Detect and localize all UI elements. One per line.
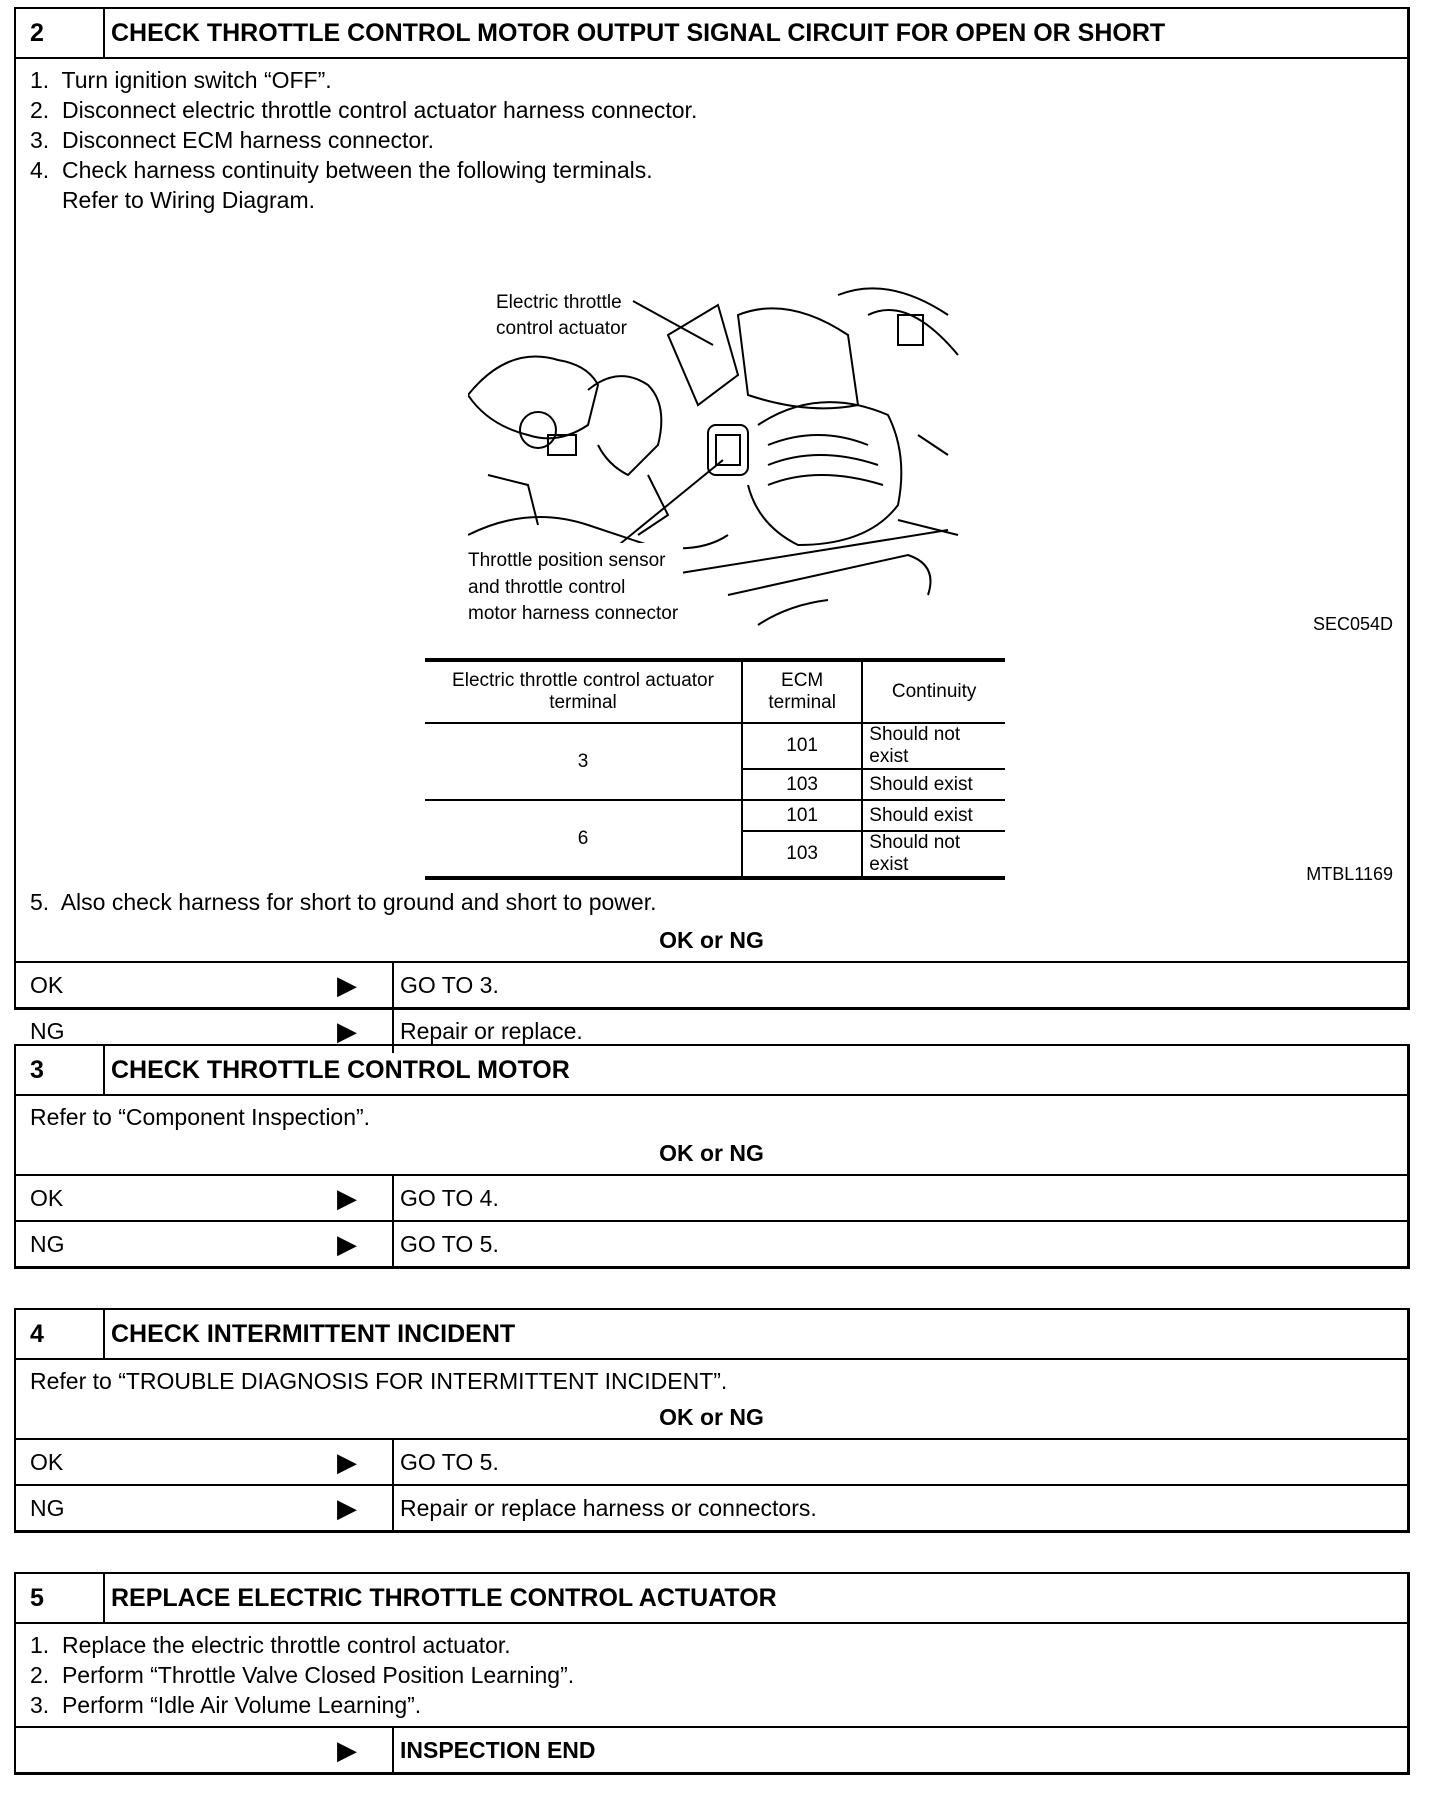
instruction: 1. Turn ignition switch “OFF”.: [30, 67, 332, 93]
figure-label: Electric throttle: [496, 292, 622, 313]
figure-label: and throttle control: [468, 577, 626, 598]
ecm-terminal: 103: [742, 831, 862, 878]
continuity: Should exist: [862, 769, 1005, 800]
step-5-box: [14, 1572, 1410, 1775]
table-ref-code: MTBL1169: [1306, 864, 1393, 884]
step-3-box: [14, 1044, 1410, 1269]
result-action: GO TO 3.: [400, 971, 499, 998]
result-action: Repair or replace harness or connectors.: [400, 1494, 817, 1521]
arrow-icon: ▶: [337, 1446, 357, 1477]
step-number: 5: [16, 1574, 105, 1622]
figure-ref-code: SEC054D: [1312, 614, 1393, 634]
step-4-box: [14, 1308, 1410, 1533]
arrow-icon: ▶: [337, 1492, 357, 1523]
instruction: 5. Also check harness for short to ground and short to power.: [30, 889, 657, 915]
arrow-icon: ▶: [337, 1734, 357, 1765]
result-row-ok: [16, 961, 1407, 1007]
arrow-icon: ▶: [337, 1015, 357, 1046]
figure-label: motor harness connector: [468, 603, 679, 624]
result-row-ok: [16, 1174, 1407, 1220]
arrow-icon: ▶: [337, 1228, 357, 1259]
figure-label: control actuator: [496, 318, 627, 339]
result-label: OK: [30, 1448, 64, 1475]
throttle-actuator-illustration: [468, 275, 978, 630]
ok-or-ng-label: OK or NG: [659, 1404, 764, 1430]
instruction: Refer to “Component Inspection”.: [30, 1104, 371, 1130]
result-action: GO TO 5.: [400, 1448, 499, 1475]
result-row-ok: [16, 1438, 1407, 1484]
ecm-terminal: 101: [742, 723, 862, 769]
result-label: NG: [30, 1230, 65, 1257]
continuity-table: [425, 658, 1005, 880]
instruction: Refer to “TROUBLE DIAGNOSIS FOR INTERMITTENT INCIDENT”.: [30, 1368, 728, 1394]
step-title: REPLACE ELECTRIC THROTTLE CONTROL ACTUATOR: [111, 1583, 777, 1612]
step-number: 3: [16, 1046, 105, 1094]
step-title: CHECK INTERMITTENT INCIDENT: [111, 1319, 516, 1348]
result-row-ng: [16, 1220, 1407, 1266]
step-title: CHECK THROTTLE CONTROL MOTOR: [111, 1055, 570, 1084]
result-action: GO TO 5.: [400, 1230, 499, 1257]
step-number: 4: [16, 1310, 105, 1358]
instruction: 1. Replace the electric throttle control actuator.: [30, 1632, 511, 1658]
result-action: GO TO 4.: [400, 1184, 499, 1211]
continuity: Should not exist: [862, 831, 1005, 878]
continuity: Should exist: [862, 800, 1005, 831]
instruction: Refer to Wiring Diagram.: [30, 187, 316, 213]
result-row-end: [16, 1726, 1407, 1772]
table-header: ECM terminal: [742, 660, 862, 723]
table-header: Continuity: [862, 660, 1005, 723]
step-number: 2: [16, 9, 105, 57]
step-title: CHECK THROTTLE CONTROL MOTOR OUTPUT SIGNAL CIRCUIT FOR OPEN OR SHORT: [111, 18, 1166, 47]
instruction: 2. Disconnect electric throttle control actuator harness connector.: [30, 97, 698, 123]
result-label: NG: [30, 1017, 65, 1044]
result-label: OK: [30, 971, 64, 998]
result-row-ng: [16, 1484, 1407, 1530]
actuator-terminal: 3: [425, 723, 742, 800]
result-action: INSPECTION END: [400, 1736, 596, 1763]
instruction: 3. Disconnect ECM harness connector.: [30, 127, 434, 153]
arrow-icon: ▶: [337, 1182, 357, 1213]
step-header: [16, 9, 1407, 59]
ecm-terminal: 103: [742, 769, 862, 800]
table-row: [425, 800, 1005, 831]
actuator-terminal: 6: [425, 800, 742, 878]
ecm-terminal: 101: [742, 800, 862, 831]
figure-label: Throttle position sensor: [468, 550, 666, 571]
table-row: [425, 723, 1005, 769]
continuity: Should not exist: [862, 723, 1005, 769]
result-label: NG: [30, 1494, 65, 1521]
table-header: Electric throttle control actuator terminal: [425, 660, 742, 723]
step-2-box: [14, 7, 1410, 1046]
result-label: OK: [30, 1184, 64, 1211]
ok-or-ng-label: OK or NG: [659, 927, 764, 953]
instruction: 4. Check harness continuity between the following terminals.: [30, 157, 653, 183]
arrow-icon: ▶: [337, 969, 357, 1000]
instruction: 3. Perform “Idle Air Volume Learning”.: [30, 1692, 422, 1718]
result-action: Repair or replace.: [400, 1017, 583, 1044]
instruction: 2. Perform “Throttle Valve Closed Position Learning”.: [30, 1662, 575, 1688]
ok-or-ng-label: OK or NG: [659, 1140, 764, 1166]
